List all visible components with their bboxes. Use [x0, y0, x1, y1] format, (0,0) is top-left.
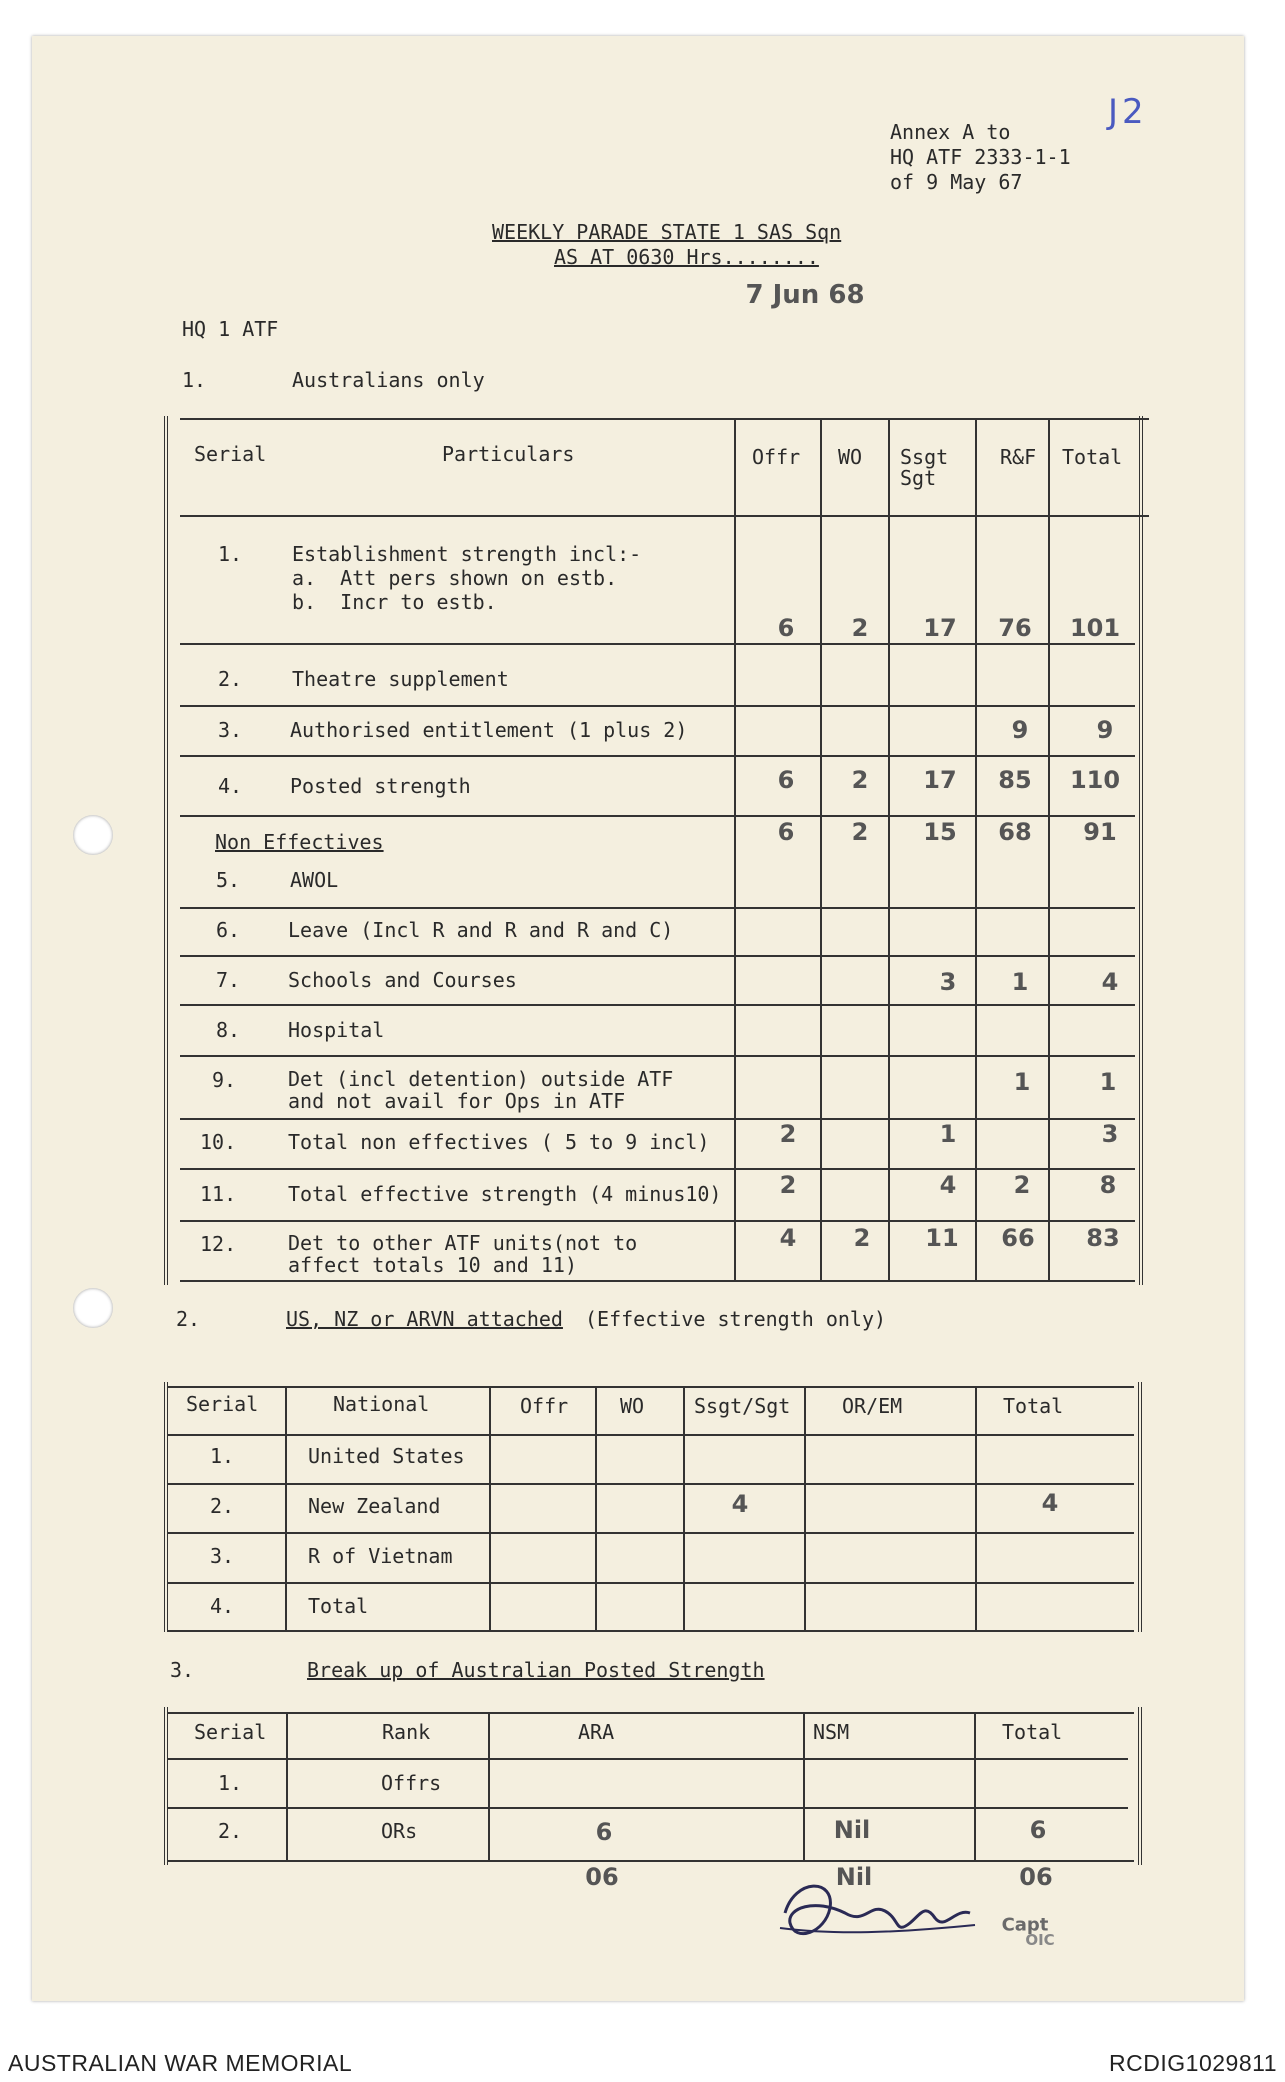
- addressee: HQ 1 ATF: [182, 317, 279, 341]
- value-total: 4: [1041, 1489, 1059, 1517]
- row-national: Total: [308, 1594, 369, 1618]
- row-serial: 8.: [216, 1018, 241, 1042]
- header-total: Total: [1002, 1720, 1063, 1744]
- annex-line: of 9 May 67: [890, 170, 1023, 194]
- header-serial: Serial: [194, 442, 267, 466]
- rule: [168, 1582, 1134, 1584]
- value-ssgt: 15: [923, 818, 957, 846]
- header-serial: Serial: [186, 1392, 259, 1416]
- value-ssgt: 1: [939, 1120, 957, 1148]
- signature-appointment: OIC: [1025, 1931, 1055, 1949]
- value-total: 1: [1099, 1068, 1117, 1096]
- value-rf: 2: [1013, 1171, 1031, 1199]
- row-serial: 9.: [212, 1068, 237, 1092]
- header-ssgt: Ssgt Sgt: [900, 445, 949, 490]
- value-wo: 2: [851, 614, 869, 642]
- value-ssgt: 11: [925, 1224, 959, 1252]
- column-rule: [975, 1386, 977, 1630]
- value-offr: 2: [779, 1120, 797, 1148]
- rule: [180, 1004, 1135, 1006]
- value-wo: 2: [853, 1224, 871, 1252]
- column-rule: [888, 418, 890, 1282]
- rule: [180, 1055, 1135, 1057]
- header-serial: Serial: [194, 1720, 267, 1744]
- header-particulars: Particulars: [442, 442, 575, 466]
- rule: [168, 1758, 1128, 1760]
- rule: [168, 1483, 1134, 1485]
- row-serial: 11.: [200, 1182, 237, 1206]
- value-rf: 68: [998, 818, 1032, 846]
- header-rf: R&F: [1000, 445, 1037, 469]
- header-offr: Offr: [520, 1394, 569, 1418]
- row-serial: 2.: [218, 1819, 243, 1843]
- rule: [168, 1630, 1134, 1632]
- row-serial: 3.: [210, 1544, 235, 1568]
- row-particulars: AWOL: [290, 868, 339, 892]
- row-serial: 4.: [210, 1594, 235, 1618]
- value-offr: 6: [777, 766, 795, 794]
- value-rf: 9: [1011, 716, 1029, 744]
- column-rule: [803, 1712, 805, 1862]
- section1-title: Australians only: [292, 368, 485, 392]
- header-ara: ARA: [578, 1720, 615, 1744]
- value-wo: 2: [851, 818, 869, 846]
- row-serial: 6.: [216, 918, 241, 942]
- section2-title: US, NZ or ARVN attached: [286, 1307, 563, 1331]
- rule: [180, 815, 1135, 817]
- carry-total: 06: [1019, 1863, 1053, 1891]
- rule: [168, 1712, 1134, 1714]
- column-rule: [820, 418, 822, 1282]
- footer-institution: AUSTRALIAN WAR MEMORIAL: [8, 2050, 353, 2076]
- value-rf: 85: [998, 766, 1032, 794]
- rule: [168, 1807, 1128, 1809]
- document-subtitle: [554, 245, 819, 270]
- subtitle-text: AS AT 0630 Hrs........: [554, 245, 819, 269]
- value-total: 101: [1069, 614, 1121, 642]
- rule: [168, 1386, 1134, 1388]
- annex-line: Annex A to: [890, 120, 1011, 144]
- row-serial: 1.: [210, 1444, 235, 1468]
- rule: [180, 705, 1135, 707]
- header-nsm: NSM: [813, 1720, 850, 1744]
- rule: [180, 955, 1135, 957]
- posted-strength-table: [164, 1707, 1142, 1865]
- footer-identifier: RCDIG1029811: [1109, 2050, 1277, 2076]
- carry-nsm: Nil: [835, 1863, 873, 1891]
- column-rule: [488, 1712, 490, 1862]
- header-national: National: [333, 1392, 430, 1416]
- date-stamp: 7 Jun 68: [745, 280, 865, 310]
- row-serial: 4.: [218, 774, 243, 798]
- page-code: J2: [1108, 92, 1148, 132]
- row-serial: 2.: [218, 667, 243, 691]
- row-particulars: Hospital: [288, 1018, 385, 1042]
- row-particulars: Theatre supplement: [292, 667, 509, 691]
- row-serial: 2.: [210, 1494, 235, 1518]
- rule: [180, 1280, 1135, 1282]
- annex-line: HQ ATF 2333-1-1: [890, 145, 1071, 169]
- value-ssgt: 4: [731, 1490, 749, 1518]
- value-rf: 1: [1011, 968, 1029, 996]
- value-total: 4: [1101, 968, 1119, 996]
- header-offr: Offr: [752, 445, 801, 469]
- rule: [168, 1434, 1134, 1436]
- header-wo: WO: [620, 1394, 645, 1418]
- value-total: 8: [1099, 1171, 1117, 1199]
- signature: [775, 1873, 995, 1953]
- row-serial: 1.: [218, 542, 243, 566]
- row-particulars: Det (incl detention) outside ATF and not avail for Ops in ATF: [288, 1067, 674, 1113]
- signature-rank: Capt: [1001, 1914, 1049, 1936]
- section1-number: 1.: [182, 368, 207, 392]
- column-rule: [595, 1386, 597, 1630]
- section3-number: 3.: [170, 1658, 195, 1682]
- row-particulars: Schools and Courses: [288, 968, 517, 992]
- column-rule: [804, 1386, 806, 1630]
- rule: [168, 1860, 1134, 1862]
- value-rf: 1: [1013, 1068, 1031, 1096]
- column-rule: [489, 1386, 491, 1630]
- row-particulars: Leave (Incl R and R and R and C): [288, 918, 674, 942]
- non-effectives-label: Non Effectives: [215, 830, 384, 854]
- header-or: OR/EM: [842, 1394, 903, 1418]
- row-serial: 5.: [216, 868, 241, 892]
- rule: [180, 755, 1135, 757]
- value-ssgt: 17: [923, 766, 957, 794]
- row-national: New Zealand: [308, 1494, 441, 1518]
- rule: [180, 1220, 1135, 1222]
- value-wo: 2: [851, 766, 869, 794]
- value-offr: 6: [777, 818, 795, 846]
- row-rank: ORs: [381, 1819, 418, 1843]
- row-particulars: Total effective strength (4 minus10): [288, 1182, 722, 1206]
- header-total: Total: [1062, 445, 1123, 469]
- rule: [180, 1118, 1135, 1120]
- column-rule: [974, 1712, 976, 1862]
- rule: [180, 1168, 1135, 1170]
- value-total: 91: [1083, 818, 1117, 846]
- header-rank: Rank: [382, 1720, 431, 1744]
- row-serial: 1.: [218, 1771, 243, 1795]
- value-total: 3: [1101, 1120, 1119, 1148]
- value-rf: 76: [998, 614, 1032, 642]
- row-particulars: Establishment strength incl:- a. Att pers shown on estb. b. Incr to estb.: [292, 542, 642, 614]
- value-total: 83: [1086, 1224, 1120, 1252]
- value-total: 110: [1069, 766, 1121, 794]
- document-title: WEEKLY PARADE STATE 1 SAS Sqn: [492, 220, 842, 244]
- carry-ara: 06: [585, 1863, 619, 1891]
- column-rule: [1048, 418, 1050, 1282]
- rule: [180, 515, 1149, 517]
- header-wo: WO: [838, 445, 863, 469]
- header-ssgt: Ssgt/Sgt: [694, 1394, 791, 1418]
- value-rf: 66: [1001, 1224, 1035, 1252]
- row-serial: 3.: [218, 718, 243, 742]
- section2-number: 2.: [176, 1307, 201, 1331]
- row-serial: 12.: [200, 1232, 237, 1256]
- value-ssgt: 4: [939, 1171, 957, 1199]
- row-serial: 10.: [200, 1130, 237, 1154]
- row-national: R of Vietnam: [308, 1544, 453, 1568]
- punch-hole: [73, 1288, 113, 1328]
- value-ssgt: 3: [939, 968, 957, 996]
- column-rule: [683, 1386, 685, 1630]
- column-rule: [975, 418, 977, 1282]
- value-ssgt: 17: [923, 614, 957, 642]
- rule: [180, 907, 1135, 909]
- punch-hole: [73, 815, 113, 855]
- section3-title: Break up of Australian Posted Strength: [307, 1658, 765, 1682]
- rule: [168, 1532, 1134, 1534]
- value-offr: 2: [779, 1171, 797, 1199]
- row-particulars: Total non effectives ( 5 to 9 incl): [288, 1130, 710, 1154]
- row-particulars: Posted strength: [290, 774, 471, 798]
- column-rule: [285, 1386, 287, 1630]
- column-rule: [286, 1712, 288, 1862]
- row-serial: 7.: [216, 968, 241, 992]
- row-particulars: Det to other ATF units(not to affect totals 10 and 11): [288, 1231, 638, 1277]
- value-offr: 6: [777, 614, 795, 642]
- value-nsm: Nil: [833, 1816, 871, 1844]
- value-total: 9: [1096, 716, 1114, 744]
- value-offr: 4: [779, 1224, 797, 1252]
- section2-subtitle: (Effective strength only): [585, 1307, 887, 1331]
- row-rank: Offrs: [381, 1771, 442, 1795]
- value-ara: 6: [595, 1818, 613, 1846]
- rule: [180, 418, 1149, 420]
- rule: [180, 643, 1135, 645]
- row-particulars: Authorised entitlement (1 plus 2): [290, 718, 688, 742]
- value-total: 6: [1029, 1816, 1047, 1844]
- column-rule: [734, 418, 736, 1282]
- header-total: Total: [1003, 1394, 1064, 1418]
- row-national: United States: [308, 1444, 465, 1468]
